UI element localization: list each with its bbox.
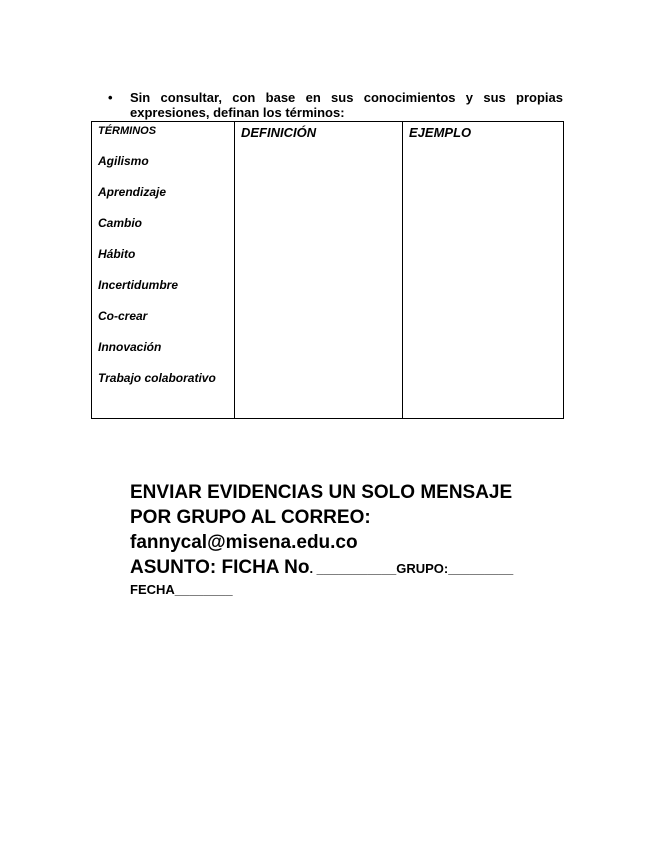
term-item: Aprendizaje bbox=[98, 185, 167, 199]
send-instructions bbox=[130, 480, 610, 599]
definition-column[interactable] bbox=[235, 122, 403, 419]
email-address: fannycal@misena.edu.co bbox=[130, 532, 358, 553]
term-item: Trabajo colaborativo bbox=[98, 371, 216, 385]
term-item: Hábito bbox=[98, 247, 136, 261]
instruction bbox=[108, 90, 563, 120]
instruction-line-2: expresiones, definan los términos: bbox=[130, 105, 345, 120]
instruction-line-1: Sin consultar, con base en sus conocimientos y sus propias bbox=[130, 90, 563, 105]
term-item: Co-crear bbox=[98, 309, 148, 323]
term-item: Incertidumbre bbox=[98, 278, 179, 292]
example-column[interactable] bbox=[403, 122, 564, 419]
terms-table bbox=[91, 121, 564, 419]
asunto-label: ASUNTO: FICHA No bbox=[130, 557, 310, 578]
term-item: Agilismo bbox=[98, 154, 149, 168]
instruction-text bbox=[130, 90, 563, 120]
term-item: Innovación bbox=[98, 340, 162, 354]
send-line-2: POR GRUPO AL CORREO: bbox=[130, 507, 371, 528]
definition-header: DEFINICIÓN bbox=[241, 125, 317, 140]
fecha-field: FECHA________ bbox=[130, 582, 233, 597]
bullet-icon: • bbox=[108, 90, 113, 105]
term-list bbox=[98, 154, 228, 385]
ficha-blank: . ___________ bbox=[309, 561, 397, 576]
send-line-1: ENVIAR EVIDENCIAS UN SOLO MENSAJE bbox=[130, 482, 513, 503]
table-row bbox=[92, 122, 564, 419]
asunto-line bbox=[130, 555, 610, 581]
terms-column bbox=[92, 122, 235, 419]
grupo-field: GRUPO:_________ bbox=[396, 561, 514, 576]
example-header: EJEMPLO bbox=[409, 125, 472, 140]
term-item: Cambio bbox=[98, 216, 143, 230]
terms-header: TÉRMINOS bbox=[98, 125, 157, 137]
